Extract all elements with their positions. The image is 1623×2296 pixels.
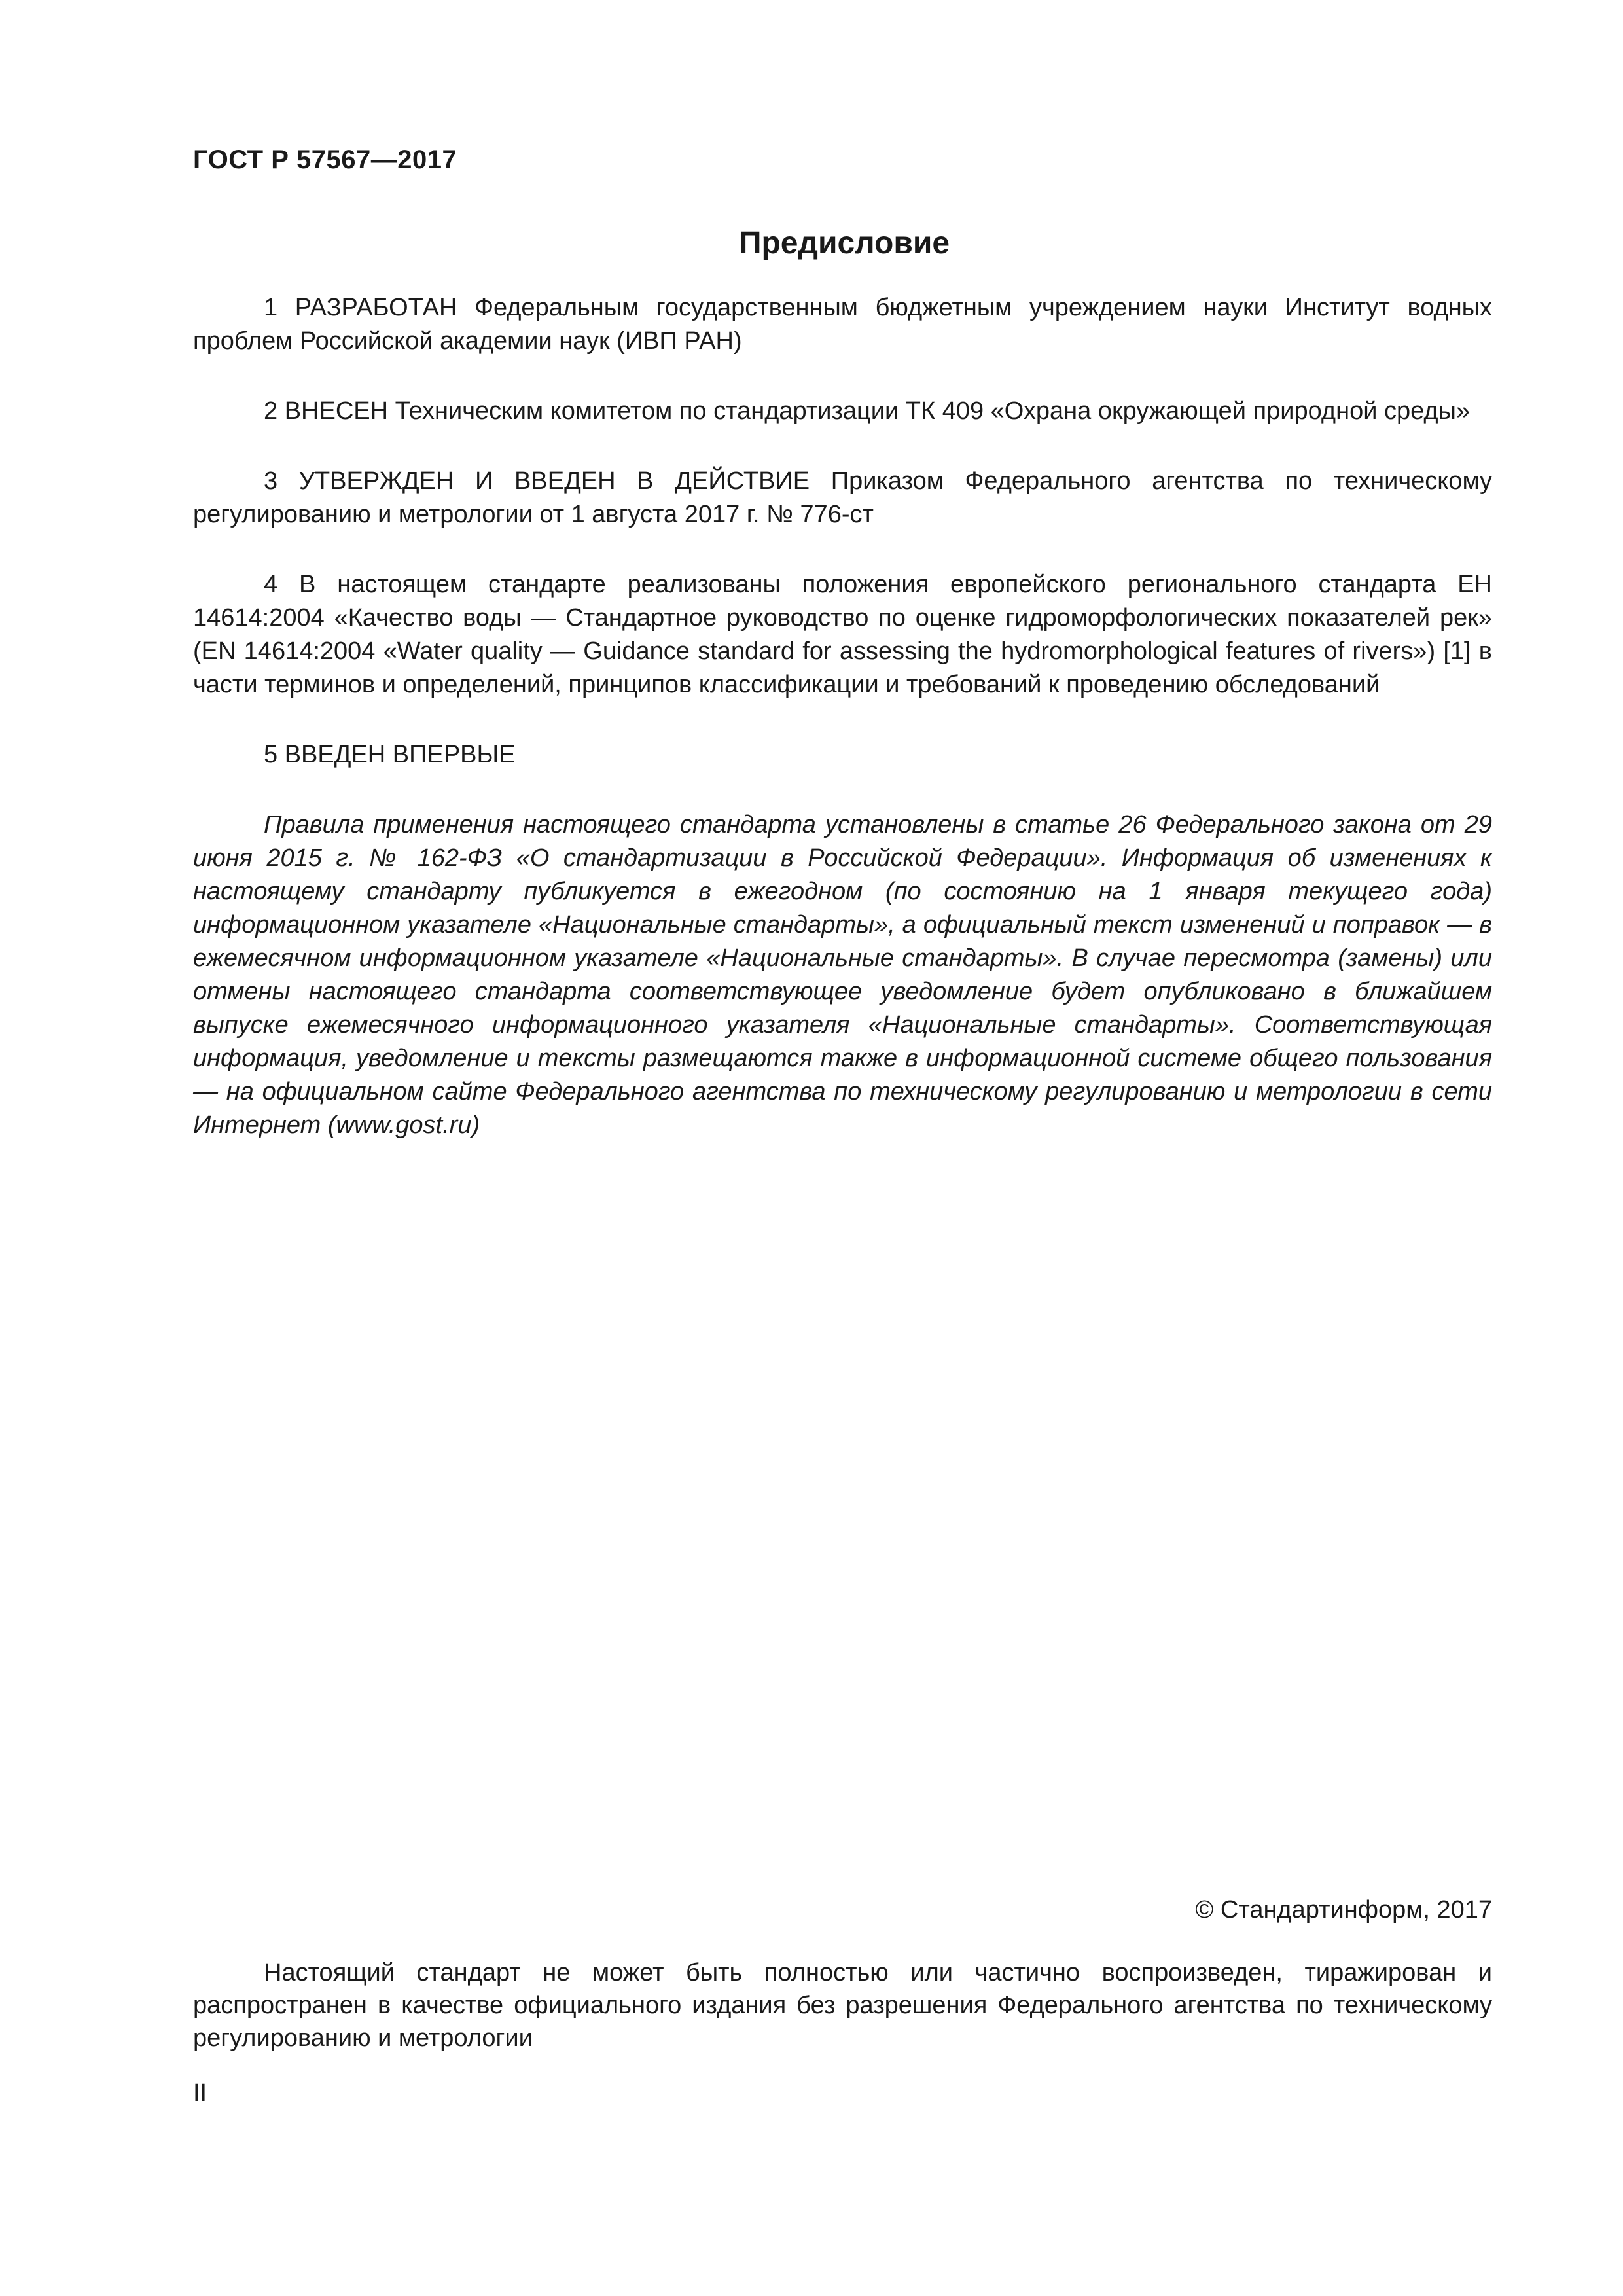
preface-item-5: 5 ВВЕДЕН ВПЕРВЫЕ: [264, 741, 516, 768]
preface-item-2: 2 ВНЕСЕН Техническим комитетом по стандартизации ТК 409 «Охрана окружающей природной среды»: [264, 397, 1471, 425]
preface-item-4: 4 В настоящем стандарте реализованы положения европейского регионального стандарта ЕН 14614:2004 «Качество воды — Стандартное руководство по оценке гидроморфологических показателей рек» (EN 14614:2004 «Water quality — Guidance standard for assessing the hydromorphological features of rivers») [1] в части терминов и определений, принципов классификации и требований к проведению обследований: [193, 571, 1492, 698]
reproduction-notice: Настоящий стандарт не может быть полностью или частично воспроизведен, тиражирован и распространен в качестве официального издания без разрешения Федерального агентства по техническому регулированию и метрологии: [193, 1959, 1492, 2052]
copyright-line: © Стандартинформ, 2017: [1195, 1896, 1492, 1924]
application-rules-text: Правила применения настоящего стандарта установлены в статье 26 Федерального закона от 29 июня 2015 г. № 162-ФЗ «О стандартизации в Российской Федерации». Информация об изменениях к настоящему стандарту публикуется в ежегодном (по состоянию на 1 января текущего года) информационном указателе «Национальные стандарты», а официальный текст изменений и поправок — в ежемесячном информационном указателе «Национальные стандарты». В случае пересмотра (замены) или отмены настоящего стандарта соответствующее уведомление будет опубликовано в ближайшем выпуске ежемесячного информационного указателя «Национальные стандарты». Соответствующая информация, уведомление и тексты размещаются также в информационной системе общего пользования — на официальном сайте Федерального агентства по техническому регулированию и метрологии в сети Интернет (www.gost.ru): [193, 811, 1492, 1139]
preface-title: Предисловие: [738, 226, 950, 260]
page-number: II: [193, 2079, 207, 2107]
preface-item-1: 1 РАЗРАБОТАН Федеральным государственным бюджетным учреждением науки Институт водных проблем Российской академии наук (ИВП РАН): [193, 294, 1492, 355]
preface-item-3: 3 УТВЕРЖДЕН И ВВЕДЕН В ДЕЙСТВИЕ Приказом Федерального агентства по техническому регулированию и метрологии от 1 августа 2017 г. № 776-ст: [193, 467, 1492, 528]
preface-body: [193, 291, 1492, 1179]
standard-code-header: ГОСТ Р 57567—2017: [193, 145, 457, 174]
